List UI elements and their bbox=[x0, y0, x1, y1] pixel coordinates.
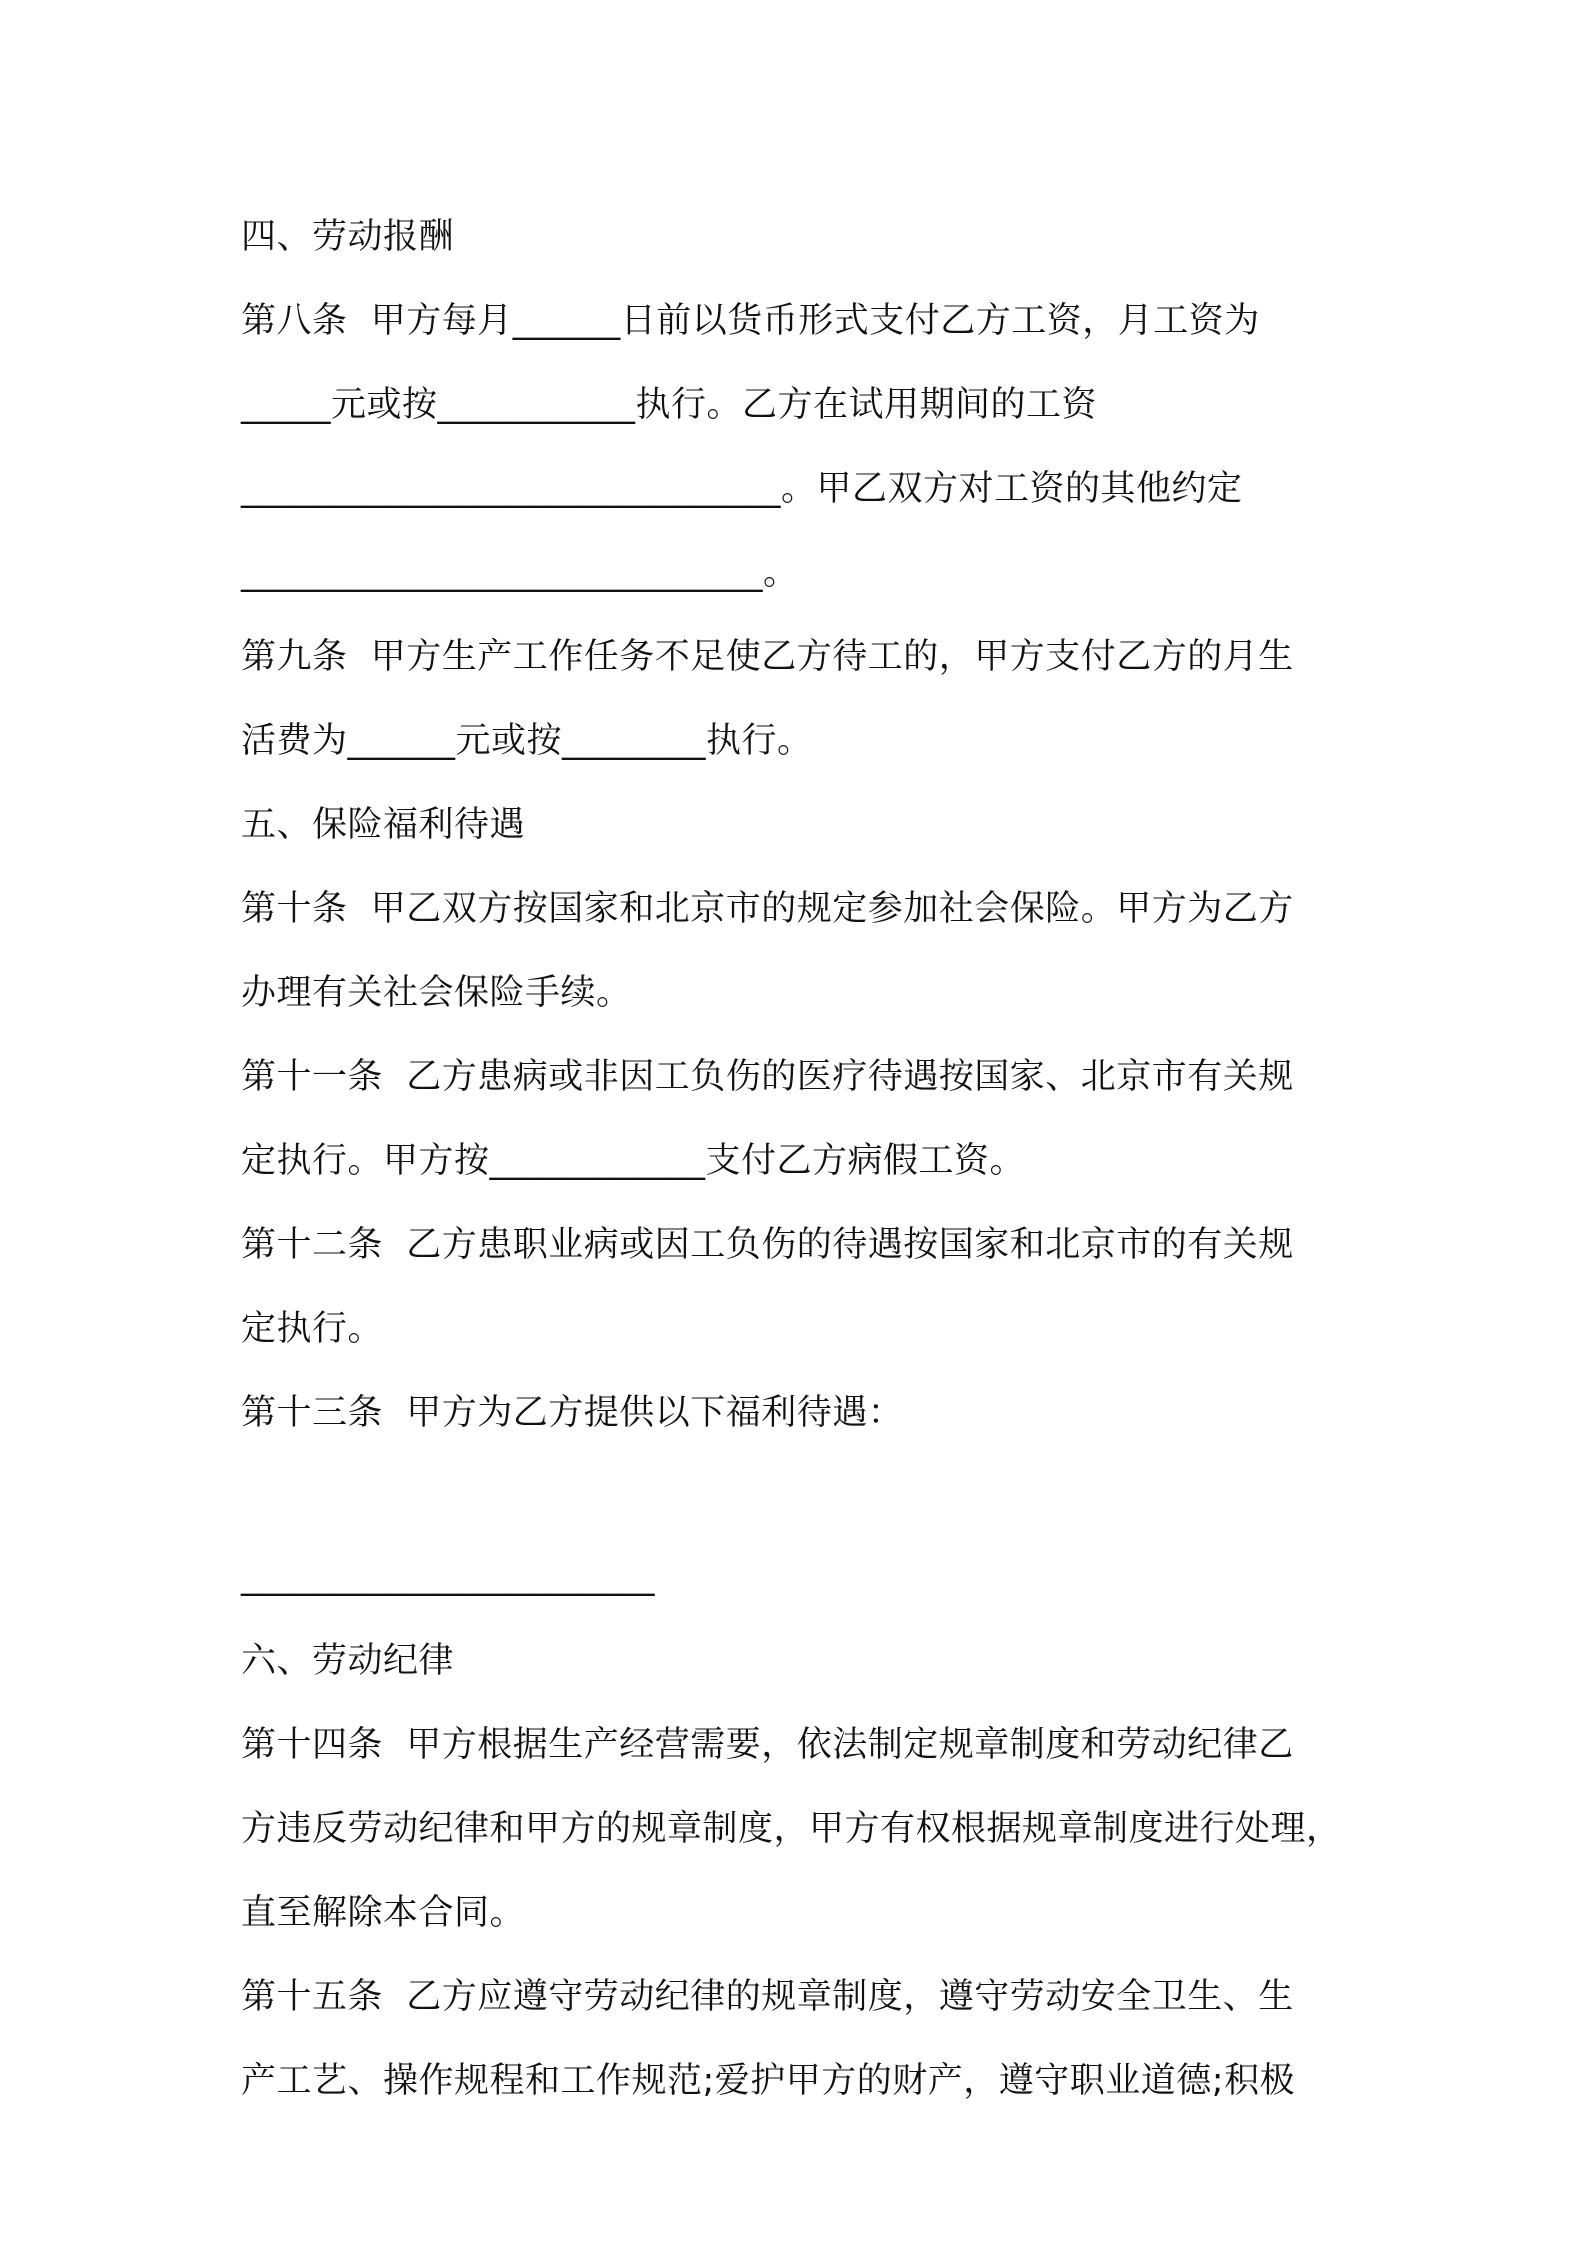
blank-spacer-line bbox=[241, 1455, 1361, 1535]
article-12-line-2: 定执行。 bbox=[241, 1309, 384, 1349]
article-12-line-1: 第十二条 乙方患职业病或因工负伤的待遇按国家和北京市的有关规 bbox=[241, 1225, 1294, 1265]
article-10-line-2: 办理有关社会保险手续。 bbox=[241, 973, 632, 1013]
article-14-line-2: 方违反劳动纪律和甲方的规章制度，甲方有权根据规章制度进行处理， bbox=[241, 1809, 1342, 1849]
article-8-line-4: _____________________________。 bbox=[241, 553, 799, 593]
section-heading-insurance-benefits: 五、保险福利待遇 bbox=[241, 805, 526, 845]
section-heading-labor-remuneration: 四、劳动报酬 bbox=[241, 217, 455, 257]
article-9-line-1: 第九条 甲方生产工作任务不足使乙方待工的，甲方支付乙方的月生 bbox=[241, 637, 1294, 677]
article-8-line-1: 第八条 甲方每月______日前以货币形式支付乙方工资，月工资为 bbox=[241, 301, 1260, 341]
article-13-blank-line: _______________________ bbox=[241, 1557, 655, 1597]
document-body bbox=[241, 195, 1361, 2123]
section-heading-labor-discipline: 六、劳动纪律 bbox=[241, 1641, 455, 1681]
article-9-line-2: 活费为______元或按________执行。 bbox=[241, 721, 813, 761]
article-11-line-2: 定执行。甲方按____________支付乙方病假工资。 bbox=[241, 1141, 1026, 1181]
article-8-line-3: ______________________________。甲乙双方对工资的其他约定 bbox=[241, 469, 1243, 509]
article-10-line-1: 第十条 甲乙双方按国家和北京市的规定参加社会保险。甲方为乙方 bbox=[241, 889, 1294, 929]
article-14-line-1: 第十四条 甲方根据生产经营需要，依法制定规章制度和劳动纪律乙 bbox=[241, 1725, 1294, 1765]
article-15-line-1: 第十五条 乙方应遵守劳动纪律的规章制度，遵守劳动安全卫生、生 bbox=[241, 1977, 1294, 2017]
article-15-line-2: 产工艺、操作规程和工作规范;爱护甲方的财产，遵守职业道德;积极 bbox=[241, 2061, 1296, 2101]
article-8-line-2: _____元或按___________执行。乙方在试用期间的工资 bbox=[241, 385, 1098, 425]
article-11-line-1: 第十一条 乙方患病或非因工负伤的医疗待遇按国家、北京市有关规 bbox=[241, 1057, 1294, 1097]
article-14-line-3: 直至解除本合同。 bbox=[241, 1893, 526, 1933]
article-13-line-1: 第十三条 甲方为乙方提供以下福利待遇： bbox=[241, 1393, 904, 1433]
